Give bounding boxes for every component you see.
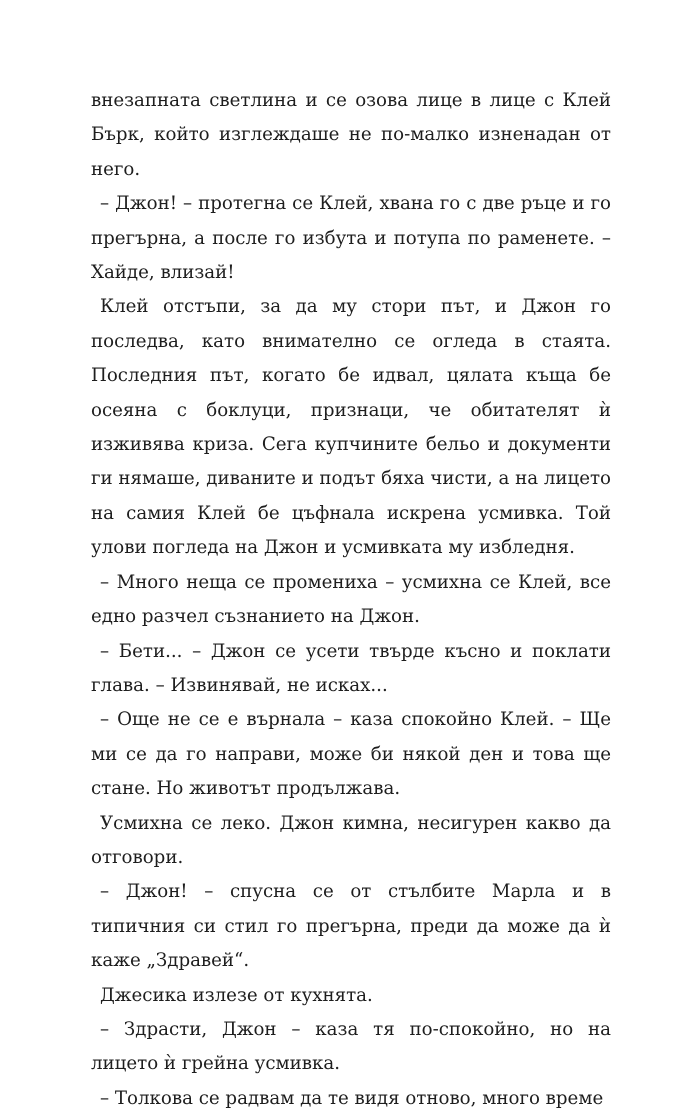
paragraph: внезапната светлина и се озова лице в лице с Клей Бърк, който изглеждаше не по-малко изненадан от него. xyxy=(91,90,611,180)
paragraph: Усмихна се леко. Джон кимна, несигурен какво да отговори. xyxy=(91,812,611,868)
paragraph: – Джон! – протегна се Клей, хвана го с две ръце и го прегърна, а после го избута и потупа по раменете. – Хайде, влизай! xyxy=(91,193,611,284)
paragraph: – Здрасти, Джон – каза тя по-спокойно, но на лицето ѝ грейна усмивка. xyxy=(91,1018,611,1075)
paragraph: – Много неща се промениха – усмихна се Клей, все едно разчел съзнанието на Джон. xyxy=(91,571,611,628)
paragraph: Джесика излезе от кухнята. xyxy=(100,984,373,1006)
book-page xyxy=(91,84,611,1116)
paragraph: – Джон! – спусна се от стълбите Марла и в типичния си стил го прегърна, преди да може да ѝ каже „Здравей“. xyxy=(91,881,611,972)
paragraph: – Толкова се радвам да те видя отново, много време xyxy=(100,1087,604,1109)
paragraph: – Бети... – Джон се усети твърде късно и поклати глава. – Извинявай, не исках... xyxy=(91,640,611,696)
paragraph: Клей отстъпи, за да му стори път, и Джон го последва, като внимателно се огледа в стаята. Последния път, когато бе идвал, цялата къща бе осеяна с боклуци, признаци, че обитателят ѝ изживява криза. Сега купчините бельо и документи ги нямаше, диваните и подът бяха чисти, а на лицето на самия Клей бе цъфнала искрена усмивка. Той улови погледа на Джон и усмивката му избледня. xyxy=(91,296,611,559)
paragraph: – Още не се е върнала – каза спокойно Клей. – Ще ми се да го направи, може би някой ден и това ще стане. Но животът продължава. xyxy=(91,709,611,800)
